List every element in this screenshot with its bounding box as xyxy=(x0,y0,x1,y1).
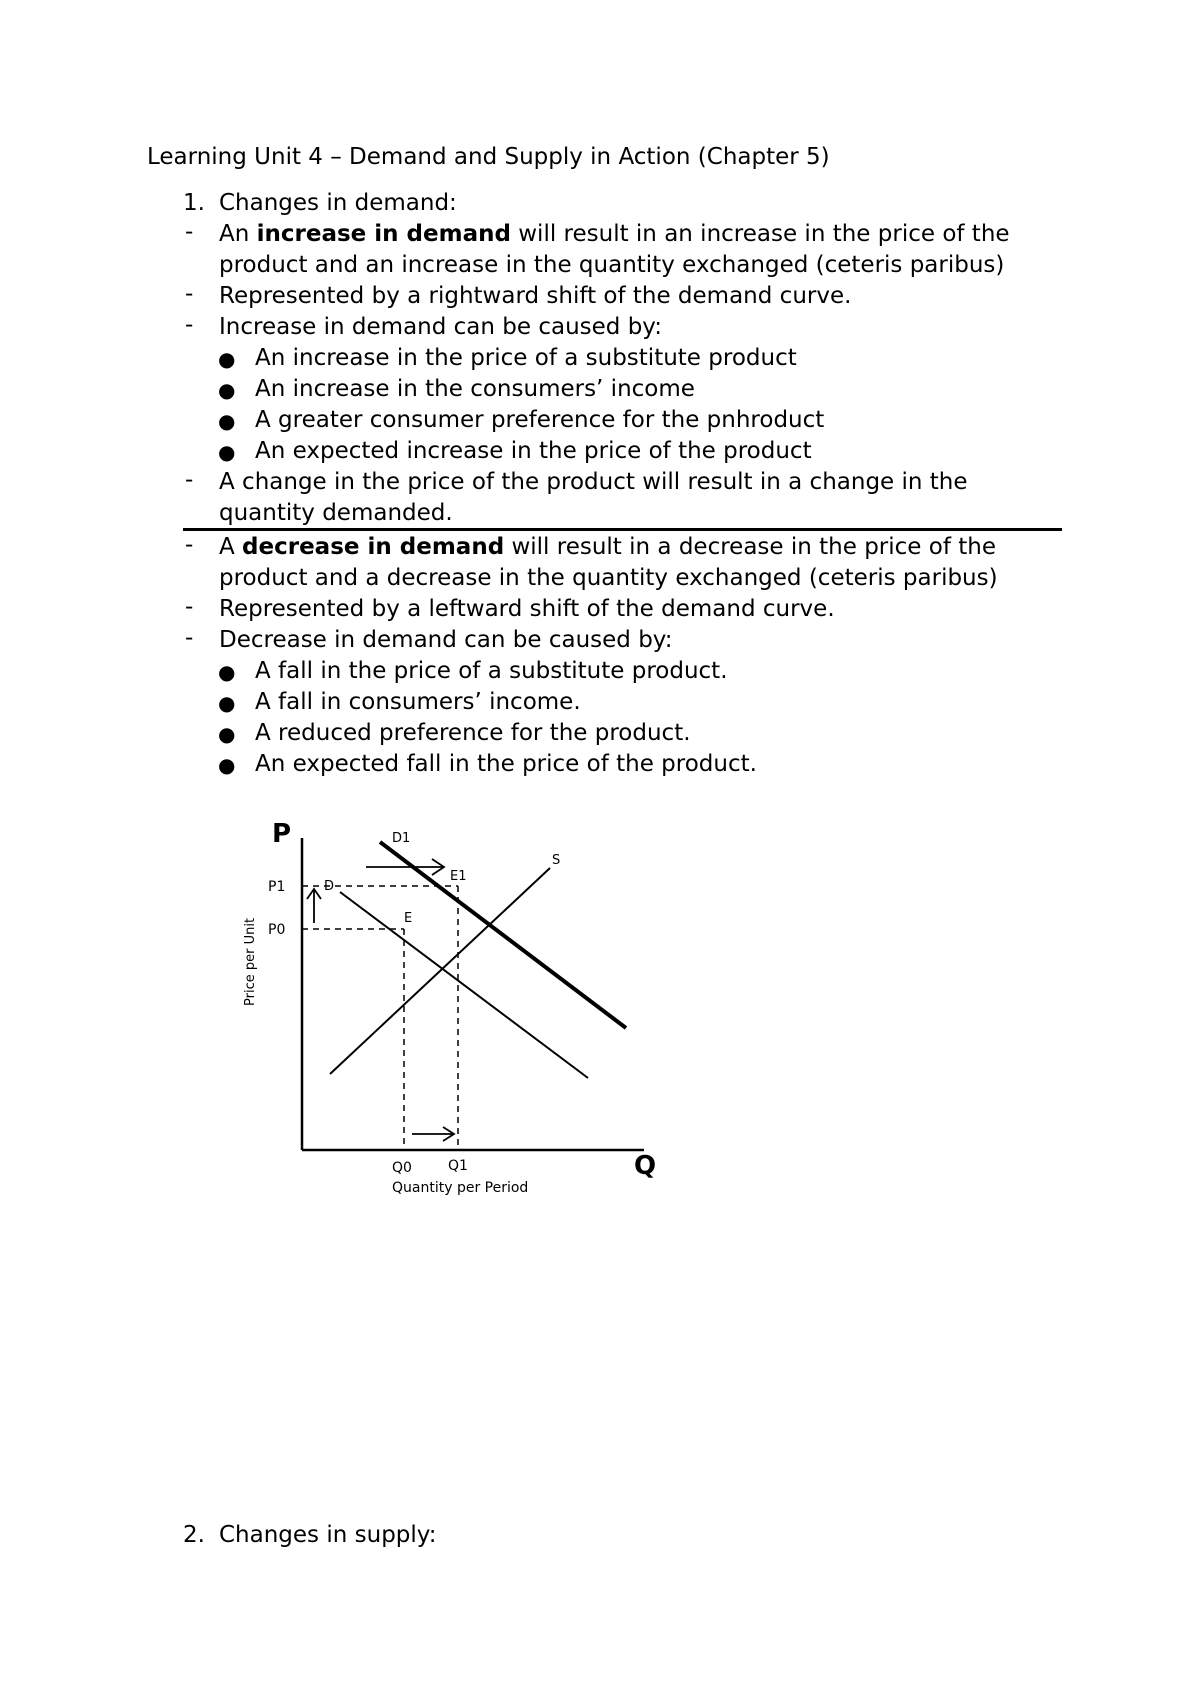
decrease-cause-item: A fall in the price of a substitute product. xyxy=(255,658,728,684)
decrease-in-demand-bold: decrease in demand xyxy=(242,534,505,560)
section-2-heading: Changes in supply: xyxy=(219,1522,437,1548)
demand-curve-d1 xyxy=(380,842,626,1028)
decrease-cause-item: A reduced preference for the product. xyxy=(255,720,691,746)
increase-cause-item: An expected increase in the price of the product xyxy=(255,438,812,464)
bullet-icon: ● xyxy=(218,660,236,684)
bullet-icon: ● xyxy=(218,409,236,433)
section-1-heading: Changes in demand: xyxy=(219,190,457,216)
p1-label: P1 xyxy=(268,879,286,895)
increase-paragraph-line2: product and an increase in the quantity exchanged (ceteris paribus) xyxy=(219,252,1005,278)
bullet-icon: ● xyxy=(218,440,236,464)
increase-paragraph-line1: An increase in demand will result in an increase in the price of the xyxy=(219,221,1010,247)
supply-curve xyxy=(330,868,550,1074)
bullet-icon: ● xyxy=(218,753,236,777)
increase-in-demand-bold: increase in demand xyxy=(256,221,511,247)
bullet-icon: ● xyxy=(218,378,236,402)
decrease-paragraph-line1: A decrease in demand will result in a decrease in the price of the xyxy=(219,534,996,560)
x-axis-letter: Q xyxy=(634,1151,657,1181)
section-divider xyxy=(183,528,1062,531)
decrease-cause-item: An expected fall in the price of the product. xyxy=(255,751,757,777)
bullet-icon: ● xyxy=(218,691,236,715)
right-arrow-icon xyxy=(412,1127,454,1141)
y-axis-letter: P xyxy=(272,819,292,849)
decrease-paragraph-line2: product and a decrease in the quantity exchanged (ceteris paribus) xyxy=(219,565,998,591)
section-1-number: 1. xyxy=(183,190,205,216)
increase-cause-item: An increase in the consumers’ income xyxy=(255,376,695,402)
section-2-number: 2. xyxy=(183,1522,205,1548)
dash-marker: - xyxy=(185,281,194,307)
p0-label: P0 xyxy=(268,922,286,938)
decrease-represented: Represented by a leftward shift of the demand curve. xyxy=(219,596,835,622)
dash-marker: - xyxy=(185,312,194,338)
x-axis-title: Quantity per Period xyxy=(392,1180,529,1196)
dash-marker: - xyxy=(185,219,194,245)
q1-label: Q1 xyxy=(448,1158,468,1174)
q0-label: Q0 xyxy=(392,1160,412,1176)
page-title: Learning Unit 4 – Demand and Supply in Action (Chapter 5) xyxy=(147,144,830,170)
increase-represented: Represented by a rightward shift of the demand curve. xyxy=(219,283,852,309)
supply-label: S xyxy=(552,853,561,868)
price-change-line1: A change in the price of the product will result in a change in the xyxy=(219,469,968,495)
bullet-icon: ● xyxy=(218,347,236,371)
demand-label-d: D xyxy=(324,879,335,894)
demand-label-d1: D1 xyxy=(392,831,411,846)
decrease-cause-item: A fall in consumers’ income. xyxy=(255,689,581,715)
decrease-caused-by: Decrease in demand can be caused by: xyxy=(219,627,673,653)
demand-shift-diagram xyxy=(232,818,662,1198)
increase-caused-by: Increase in demand can be caused by: xyxy=(219,314,662,340)
dash-marker: - xyxy=(185,594,194,620)
dash-marker: - xyxy=(185,625,194,651)
increase-cause-item: A greater consumer preference for the pnhroduct xyxy=(255,407,825,433)
up-arrow-icon xyxy=(307,889,321,923)
demand-curve-d xyxy=(340,892,588,1078)
dash-marker: - xyxy=(185,532,194,558)
equilibrium-e1-label: E1 xyxy=(450,869,467,884)
bullet-icon: ● xyxy=(218,722,236,746)
y-axis-title: Price per Unit xyxy=(243,917,258,1006)
increase-cause-item: An increase in the price of a substitute product xyxy=(255,345,797,371)
equilibrium-e-label: E xyxy=(404,911,413,926)
dash-marker: - xyxy=(185,467,194,493)
price-change-line2: quantity demanded. xyxy=(219,500,453,526)
